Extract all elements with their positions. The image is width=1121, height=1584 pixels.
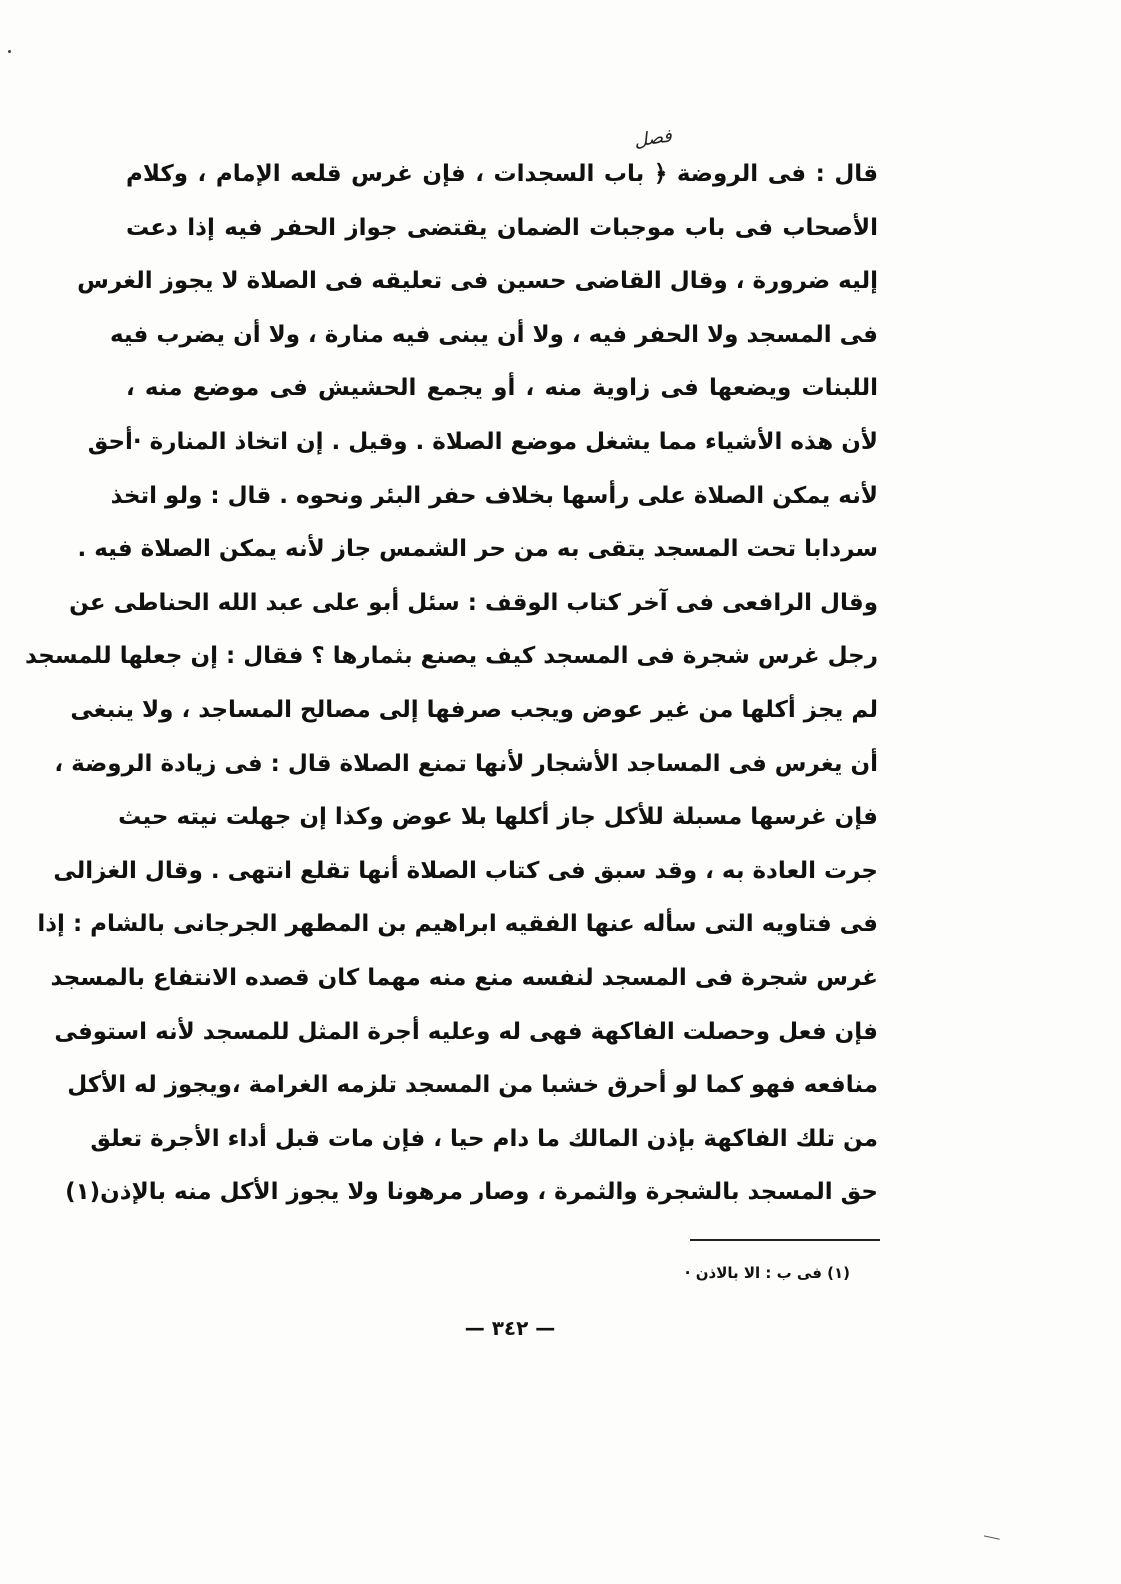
page-number: — ٣٤٢ — — [464, 1316, 556, 1340]
scan-mark — [982, 1535, 1000, 1547]
text-line: الأصحاب فى باب موجبات الضمان يقتضى جواز الحفر فيه إذا دعت — [126, 214, 878, 241]
text-line: لم يجز أكلها من غير عوض ويجب صرفها إلى مصالح المساجد ، ولا ينبغى — [70, 696, 878, 723]
text-line: لأنه يمكن الصلاة على رأسها بخلاف حفر البئر ونحوه . قال : ولو اتخذ — [110, 482, 878, 509]
footnote-divider — [690, 1239, 880, 1241]
body-text — [24, 148, 878, 1220]
text-line: فى المسجد ولا الحفر فيه ، ولا أن يبنى فيه منارة ، ولا أن يضرب فيه — [109, 321, 878, 348]
text-line: وقال الرافعى فى آخر كتاب الوقف : سئل أبو على عبد الله الحناطى عن — [69, 589, 878, 616]
text-line: منافعه فهو كما لو أحرق خشبا من المسجد تلزمه الغرامة ،ويجوز له الأكل — [67, 1072, 878, 1099]
text-line: جرت العادة به ، وقد سبق فى كتاب الصلاة أنها تقلع انتهى . وقال الغزالى — [53, 857, 878, 884]
scan-speck — [8, 50, 11, 53]
margin-annotation: فصل — [632, 125, 674, 152]
text-line: سردابا تحت المسجد يتقى به من حر الشمس جاز لأنه يمكن الصلاة فيه . — [77, 536, 878, 563]
footnote: (١) فى ب : الا بالاذن · — [684, 1264, 850, 1282]
text-line: فإن فعل وحصلت الفاكهة فهى له وعليه أجرة المثل للمسجد لأنه استوفى — [54, 1018, 878, 1045]
text-line: فإن غرسها مسبلة للأكل جاز أكلها بلا عوض وكذا إن جهلت نيته حيث — [118, 804, 878, 831]
text-line: فى فتاويه التى سأله عنها الفقيه ابراهيم بن المطهر الجرجانى بالشام : إذا — [37, 911, 878, 938]
text-line: لأن هذه الأشياء مما يشغل موضع الصلاة . وقيل . إن اتخاذ المنارة ·أحق — [87, 428, 878, 455]
text-line: غرس شجرة فى المسجد لنفسه منع منه مهما كان قصده الانتفاع بالمسجد — [50, 964, 878, 991]
text-line: رجل غرس شجرة فى المسجد كيف يصنع بثمارها ؟ فقال : إن جعلها للمسجد — [24, 643, 878, 670]
text-line: اللبنات ويضعها فى زاوية منه ، أو يجمع الحشيش فى موضع منه ، — [126, 375, 878, 402]
text-line: حق المسجد بالشجرة والثمرة ، وصار مرهونا ولا يجوز الأكل منه بالإذن(١) — [65, 1179, 878, 1206]
text-line: أن يغرس فى المساجد الأشجار لأنها تمنع الصلاة قال : فى زيادة الروضة ، — [54, 750, 878, 777]
text-line: إليه ضرورة ، وقال القاضى حسين فى تعليقه فى الصلاة لا يجوز الغرس — [77, 268, 878, 295]
text-line: من تلك الفاكهة بإذن المالك ما دام حيا ، فإن مات قبل أداء الأجرة تعلق — [90, 1125, 878, 1152]
text-line: قال : فى الروضة ﴿ باب السجدات ، فإن غرس قلعه الإمام ، وكلام — [126, 161, 878, 187]
